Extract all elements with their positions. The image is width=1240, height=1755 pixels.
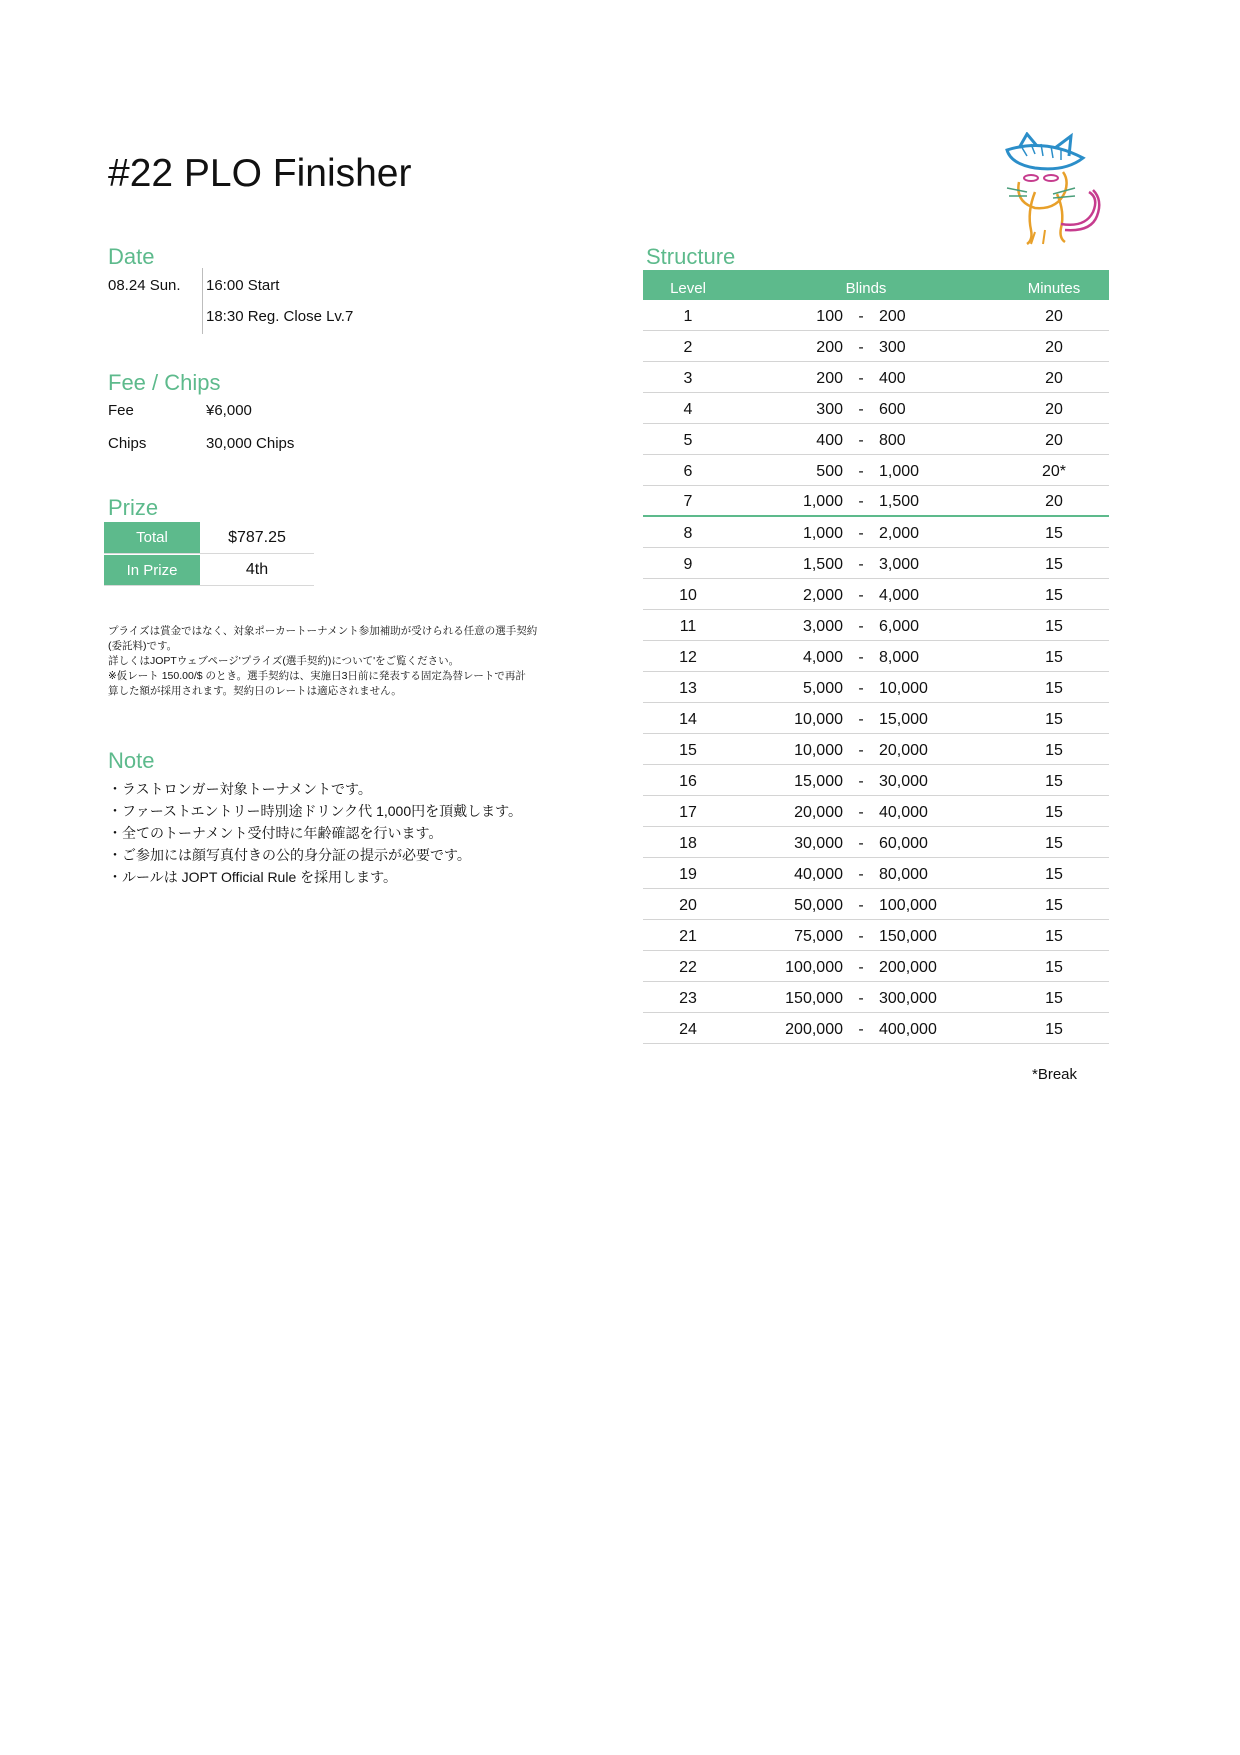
- blind-separator: -: [858, 463, 864, 480]
- table-row: [643, 486, 1109, 517]
- note-line: ・全てのトーナメント受付時に年齢確認を行います。: [108, 825, 443, 841]
- small-blind-cell: 40,000: [794, 866, 843, 883]
- minutes-cell: 20: [1045, 370, 1063, 387]
- event-day: 08.24 Sun.: [108, 277, 181, 294]
- disclaimer-line: 算した額が採用されます。契約日のレートは適応されません。: [108, 685, 402, 697]
- minutes-cell: 15: [1045, 835, 1063, 852]
- note-line: ・ラストロンガー対象トーナメントです。: [108, 781, 372, 797]
- note-line: ・ご参加には顔写真付きの公的身分証の提示が必要です。: [108, 847, 471, 863]
- small-blind-cell: 500: [816, 463, 843, 480]
- small-blind-cell: 100,000: [785, 959, 843, 976]
- level-cell: 24: [679, 1021, 697, 1038]
- chips-label: Chips: [108, 435, 147, 452]
- table-row: [643, 331, 1109, 362]
- blind-separator: -: [858, 493, 864, 510]
- minutes-cell: 15: [1045, 959, 1063, 976]
- structure-table: [643, 270, 1109, 1044]
- date-heading: Date: [108, 244, 155, 269]
- prize-row-in-prize: [104, 554, 314, 586]
- minutes-cell: 15: [1045, 928, 1063, 945]
- blind-separator: -: [858, 959, 864, 976]
- table-row: [643, 641, 1109, 672]
- disclaimer-line: ※仮レート 150.00/$ のとき。選手契約は、実施日3日前に発表する固定為替レートで再計: [108, 670, 526, 682]
- small-blind-cell: 75,000: [794, 928, 843, 945]
- break-footnote: *Break: [1032, 1066, 1078, 1083]
- prize-row-total: [104, 522, 314, 554]
- table-row: [643, 858, 1109, 889]
- minutes-cell: 15: [1045, 556, 1063, 573]
- minutes-cell: 15: [1045, 1021, 1063, 1038]
- level-cell: 3: [683, 370, 693, 387]
- minutes-cell: 15: [1045, 525, 1063, 542]
- level-cell: 13: [679, 680, 697, 697]
- table-row: [643, 827, 1109, 858]
- minutes-cell: 20: [1045, 432, 1063, 449]
- level-cell: 12: [679, 649, 697, 666]
- blind-separator: -: [858, 804, 864, 821]
- blind-separator: -: [858, 835, 864, 852]
- table-row: [643, 796, 1109, 827]
- reg-close-time: 18:30 Reg. Close Lv.7: [206, 308, 354, 325]
- small-blind-cell: 10,000: [794, 711, 843, 728]
- big-blind-cell: 400,000: [879, 1021, 937, 1038]
- minutes-cell: 20: [1045, 339, 1063, 356]
- blind-separator: -: [858, 897, 864, 914]
- small-blind-cell: 1,000: [802, 525, 843, 542]
- blind-separator: -: [858, 525, 864, 542]
- level-cell: 17: [679, 804, 697, 821]
- page-title: #22 PLO Finisher: [108, 152, 412, 195]
- level-cell: 9: [683, 556, 693, 573]
- table-row: [643, 982, 1109, 1013]
- blind-separator: -: [858, 556, 864, 573]
- table-row: [643, 517, 1109, 548]
- small-blind-cell: 30,000: [794, 835, 843, 852]
- minutes-cell: 15: [1045, 742, 1063, 759]
- prize-label: Total: [104, 522, 200, 553]
- small-blind-cell: 1,000: [802, 493, 843, 510]
- blind-separator: -: [858, 587, 864, 604]
- table-row: [643, 393, 1109, 424]
- disclaimer-line: 詳しくはJOPTウェブページ'プライズ(選手契約)について'をご覧ください。: [108, 655, 460, 667]
- big-blind-cell: 600: [879, 401, 906, 418]
- structure-header-row: [643, 270, 1109, 300]
- disclaimer-line: プライズは賞金ではなく、対象ポーカートーナメント参加補助が受けられる任意の選手契約: [108, 625, 538, 637]
- level-cell: 20: [679, 897, 697, 914]
- minutes-cell: 20: [1045, 493, 1063, 510]
- small-blind-cell: 100: [816, 308, 843, 325]
- small-blind-cell: 1,500: [802, 556, 843, 573]
- big-blind-cell: 2,000: [879, 525, 920, 542]
- date-divider: [202, 268, 203, 334]
- table-row: [643, 548, 1109, 579]
- level-cell: 5: [683, 432, 693, 449]
- prize-value: $787.25: [228, 528, 286, 546]
- small-blind-cell: 200: [816, 339, 843, 356]
- blind-separator: -: [858, 308, 864, 325]
- minutes-cell: 20*: [1041, 463, 1067, 480]
- big-blind-cell: 400: [879, 370, 906, 387]
- level-cell: 16: [679, 773, 697, 790]
- level-cell: 7: [683, 493, 693, 510]
- blind-separator: -: [858, 773, 864, 790]
- blind-separator: -: [858, 649, 864, 666]
- note-line: ・ファーストエントリー時別途ドリンク代 1,000円を頂戴します。: [108, 803, 522, 819]
- small-blind-cell: 2,000: [802, 587, 843, 604]
- small-blind-cell: 400: [816, 432, 843, 449]
- small-blind-cell: 300: [816, 401, 843, 418]
- level-cell: 10: [679, 587, 697, 604]
- small-blind-cell: 150,000: [785, 990, 843, 1007]
- note-line: ・ルールは JOPT Official Rule を採用します。: [108, 869, 398, 885]
- big-blind-cell: 30,000: [879, 773, 928, 790]
- small-blind-cell: 20,000: [794, 804, 843, 821]
- prize-label: In Prize: [104, 554, 200, 585]
- big-blind-cell: 8,000: [879, 649, 920, 666]
- big-blind-cell: 800: [879, 432, 906, 449]
- minutes-cell: 15: [1045, 773, 1063, 790]
- structure-body: [643, 300, 1109, 1044]
- structure-heading: Structure: [646, 244, 736, 269]
- table-row: [643, 1013, 1109, 1044]
- disclaimer-line: (委託料)です。: [108, 640, 178, 652]
- level-cell: 22: [679, 959, 697, 976]
- big-blind-cell: 200,000: [879, 959, 937, 976]
- start-time: 16:00 Start: [206, 277, 280, 294]
- small-blind-cell: 200,000: [785, 1021, 843, 1038]
- big-blind-cell: 100,000: [879, 897, 937, 914]
- small-blind-cell: 3,000: [802, 618, 843, 635]
- big-blind-cell: 10,000: [879, 680, 928, 697]
- big-blind-cell: 4,000: [879, 587, 920, 604]
- blind-separator: -: [858, 1021, 864, 1038]
- blind-separator: -: [858, 711, 864, 728]
- minutes-cell: 15: [1045, 711, 1063, 728]
- minutes-cell: 15: [1045, 866, 1063, 883]
- blind-separator: -: [858, 866, 864, 883]
- small-blind-cell: 10,000: [794, 742, 843, 759]
- cat-mascot-icon: [1005, 132, 1115, 250]
- small-blind-cell: 50,000: [794, 897, 843, 914]
- table-row: [643, 579, 1109, 610]
- note-list: [108, 778, 522, 888]
- big-blind-cell: 150,000: [879, 928, 937, 945]
- minutes-cell: 15: [1045, 649, 1063, 666]
- level-cell: 4: [683, 401, 693, 418]
- blind-separator: -: [858, 680, 864, 697]
- level-cell: 14: [679, 711, 697, 728]
- level-cell: 23: [679, 990, 697, 1007]
- big-blind-cell: 6,000: [879, 618, 920, 635]
- blind-separator: -: [858, 401, 864, 418]
- table-row: [643, 889, 1109, 920]
- chips-value: 30,000 Chips: [206, 435, 295, 452]
- table-row: [643, 951, 1109, 982]
- blind-separator: -: [858, 432, 864, 449]
- fee-chips-heading: Fee / Chips: [108, 370, 221, 395]
- blind-separator: -: [858, 618, 864, 635]
- big-blind-cell: 1,500: [879, 493, 920, 510]
- table-row: [643, 703, 1109, 734]
- prize-table: [104, 522, 314, 586]
- level-cell: 15: [679, 742, 697, 759]
- fee-value: ¥6,000: [206, 402, 252, 419]
- minutes-column-header: Minutes: [1027, 280, 1081, 297]
- big-blind-cell: 80,000: [879, 866, 928, 883]
- blind-separator: -: [858, 928, 864, 945]
- minutes-cell: 15: [1045, 618, 1063, 635]
- table-row: [643, 920, 1109, 951]
- small-blind-cell: 5,000: [802, 680, 843, 697]
- table-row: [643, 610, 1109, 641]
- big-blind-cell: 40,000: [879, 804, 928, 821]
- prize-value: 4th: [245, 560, 269, 578]
- minutes-cell: 15: [1045, 990, 1063, 1007]
- level-cell: 6: [683, 463, 693, 480]
- minutes-cell: 15: [1045, 680, 1063, 697]
- minutes-cell: 20: [1045, 308, 1063, 325]
- big-blind-cell: 60,000: [879, 835, 928, 852]
- small-blind-cell: 4,000: [802, 649, 843, 666]
- minutes-cell: 15: [1045, 897, 1063, 914]
- minutes-cell: 15: [1045, 587, 1063, 604]
- table-row: [643, 734, 1109, 765]
- blind-separator: -: [858, 370, 864, 387]
- small-blind-cell: 15,000: [794, 773, 843, 790]
- big-blind-cell: 300: [879, 339, 906, 356]
- prize-disclaimer: [108, 624, 537, 699]
- level-column-header: Level: [670, 280, 706, 297]
- table-row: [643, 362, 1109, 393]
- big-blind-cell: 15,000: [879, 711, 928, 728]
- level-cell: 1: [683, 308, 693, 325]
- table-row: [643, 765, 1109, 796]
- big-blind-cell: 20,000: [879, 742, 928, 759]
- table-row: [643, 455, 1109, 486]
- blind-separator: -: [858, 339, 864, 356]
- blind-separator: -: [858, 742, 864, 759]
- prize-heading: Prize: [108, 495, 159, 520]
- level-cell: 18: [679, 835, 697, 852]
- level-cell: 19: [679, 866, 697, 883]
- level-cell: 21: [679, 928, 697, 945]
- level-cell: 11: [679, 618, 697, 635]
- big-blind-cell: 200: [879, 308, 906, 325]
- big-blind-cell: 1,000: [879, 463, 920, 480]
- table-row: [643, 672, 1109, 703]
- blinds-column-header: Blinds: [845, 280, 887, 297]
- big-blind-cell: 300,000: [879, 990, 937, 1007]
- note-heading: Note: [108, 748, 155, 773]
- table-row: [643, 300, 1109, 331]
- fee-label: Fee: [108, 402, 134, 419]
- blind-separator: -: [858, 990, 864, 1007]
- level-cell: 8: [683, 525, 693, 542]
- big-blind-cell: 3,000: [879, 556, 920, 573]
- minutes-cell: 20: [1045, 401, 1063, 418]
- minutes-cell: 15: [1045, 804, 1063, 821]
- small-blind-cell: 200: [816, 370, 843, 387]
- level-cell: 2: [683, 339, 693, 356]
- table-row: [643, 424, 1109, 455]
